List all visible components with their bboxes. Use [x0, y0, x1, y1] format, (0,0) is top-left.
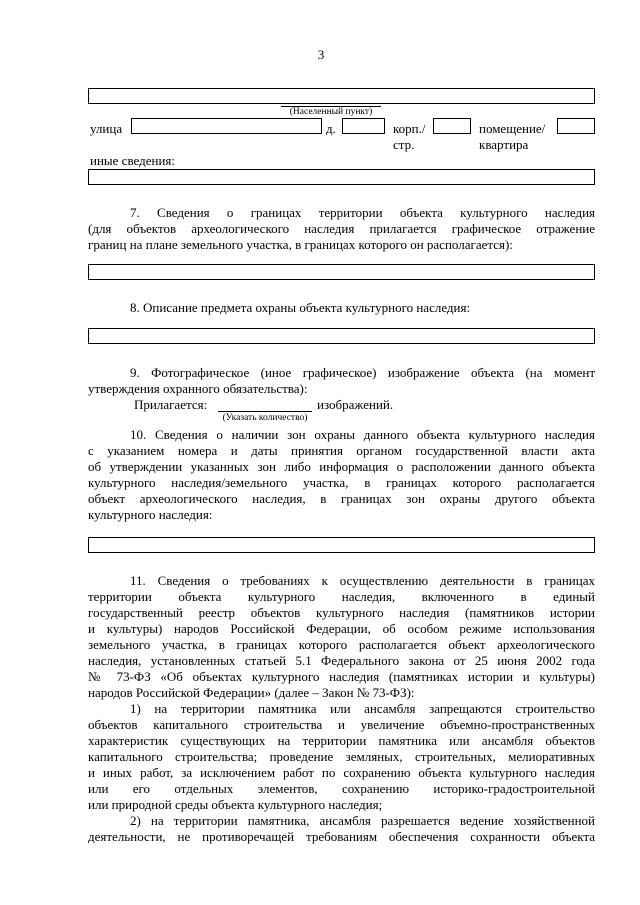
item2-line-1: 2) на территории памятника, ансамбля разрешается ведение хозяйственной	[130, 813, 595, 828]
section11-line-3: государственный реестр объектов культурного наследия (памятников истории	[88, 605, 595, 620]
section10-line-4: культурного наследия/земельного участка, в границах которого располагается	[88, 475, 595, 490]
building-label: корп./	[393, 121, 426, 136]
room-label-2: квартира	[479, 137, 529, 152]
section8-field[interactable]	[88, 328, 595, 344]
other-info-field[interactable]	[88, 169, 595, 185]
item1-line-1: 1) на территории памятника или ансамбля запрещаются строительство	[130, 701, 595, 716]
section11-line-4: и культуры) народов Российской Федерации, об особом режиме использования	[88, 621, 595, 636]
item1-line-7: или природной среды объекта культурного наследия;	[88, 797, 383, 812]
item2-line-2: деятельности, не противоречащей требованиям обеспечения сохранности объекта	[88, 829, 595, 844]
section11-line-5: земельного участка, в границах которого располагается объект археологического	[88, 637, 595, 652]
section7-line-3: границ на плане земельного участка, в границах которого он располагается):	[88, 237, 513, 252]
building-field[interactable]	[433, 118, 471, 134]
street-label: улица	[90, 121, 123, 136]
settlement-caption: (Населенный пункт)	[281, 106, 381, 118]
other-info-label: иные сведения:	[90, 153, 175, 168]
building-label-2: стр.	[393, 137, 415, 152]
section11-line-6: наследия, установленных статьей 5.1 Федерального закона от 25 июня 2002 года	[88, 653, 595, 668]
section10-line-1: 10. Сведения о наличии зон охраны данного объекта культурного наследия	[130, 427, 595, 442]
item1-line-5: и иных работ, за исключением работ по сохранению объекта культурного наследия	[88, 765, 595, 780]
section11-line-8: народов Российской Федерации» (далее – Закон № 73-ФЗ):	[88, 685, 415, 700]
section7-line-2: (для объектов археологического наследия прилагается графическое отражение	[88, 221, 595, 236]
section9-line-1: 9. Фотографическое (иное графическое) изображение объекта (на момент	[130, 365, 595, 380]
section10-line-6: культурного наследия:	[88, 507, 213, 522]
house-label: д.	[326, 121, 336, 136]
item1-line-2: объектов капитального строительства и увеличение объемно-пространственных	[88, 717, 595, 732]
section10-line-2: с указанием номера и даты принятия органом государственной власти акта	[88, 443, 595, 458]
attached-label: Прилагается:	[134, 397, 208, 412]
images-label: изображений.	[317, 397, 394, 412]
item1-line-3: характеристик существующих на территории памятника или ансамбля объектов	[88, 733, 595, 748]
room-field[interactable]	[557, 118, 595, 134]
section8-line: 8. Описание предмета охраны объекта культурного наследия:	[130, 300, 471, 315]
settlement-field[interactable]	[88, 88, 595, 104]
house-field[interactable]	[342, 118, 385, 134]
quantity-field[interactable]	[218, 398, 312, 412]
item1-line-4: капитального строительства; проведение земляных, строительных, мелиоративных	[88, 749, 595, 764]
street-field[interactable]	[131, 118, 322, 134]
section10-line-3: об утверждении указанных зон либо информация о расположении данного объекта	[88, 459, 595, 474]
item1-line-6: или его отдельных элементов, сохранению историко-градостроительной	[88, 781, 595, 796]
section7-field[interactable]	[88, 264, 595, 280]
section7-line-1: 7. Сведения о границах территории объекта культурного наследия	[130, 205, 595, 220]
section11-line-7: № 73-ФЗ «Об объектах культурного наследия (памятниках истории и культуры)	[88, 669, 595, 684]
room-label: помещение/	[479, 121, 546, 136]
section10-field[interactable]	[88, 537, 595, 553]
section11-line-2: территории объекта культурного наследия, включенного в единый	[88, 589, 595, 604]
section9-line-2: утверждения охранного обязательства):	[88, 381, 308, 396]
section11-line-1: 11. Сведения о требованиях к осуществлению деятельности в границах	[130, 573, 595, 588]
section10-line-5: объект археологического наследия, в границах зон охраны другого объекта	[88, 491, 595, 506]
quantity-caption: (Указать количество)	[222, 413, 308, 423]
page-number: 3	[317, 47, 325, 62]
